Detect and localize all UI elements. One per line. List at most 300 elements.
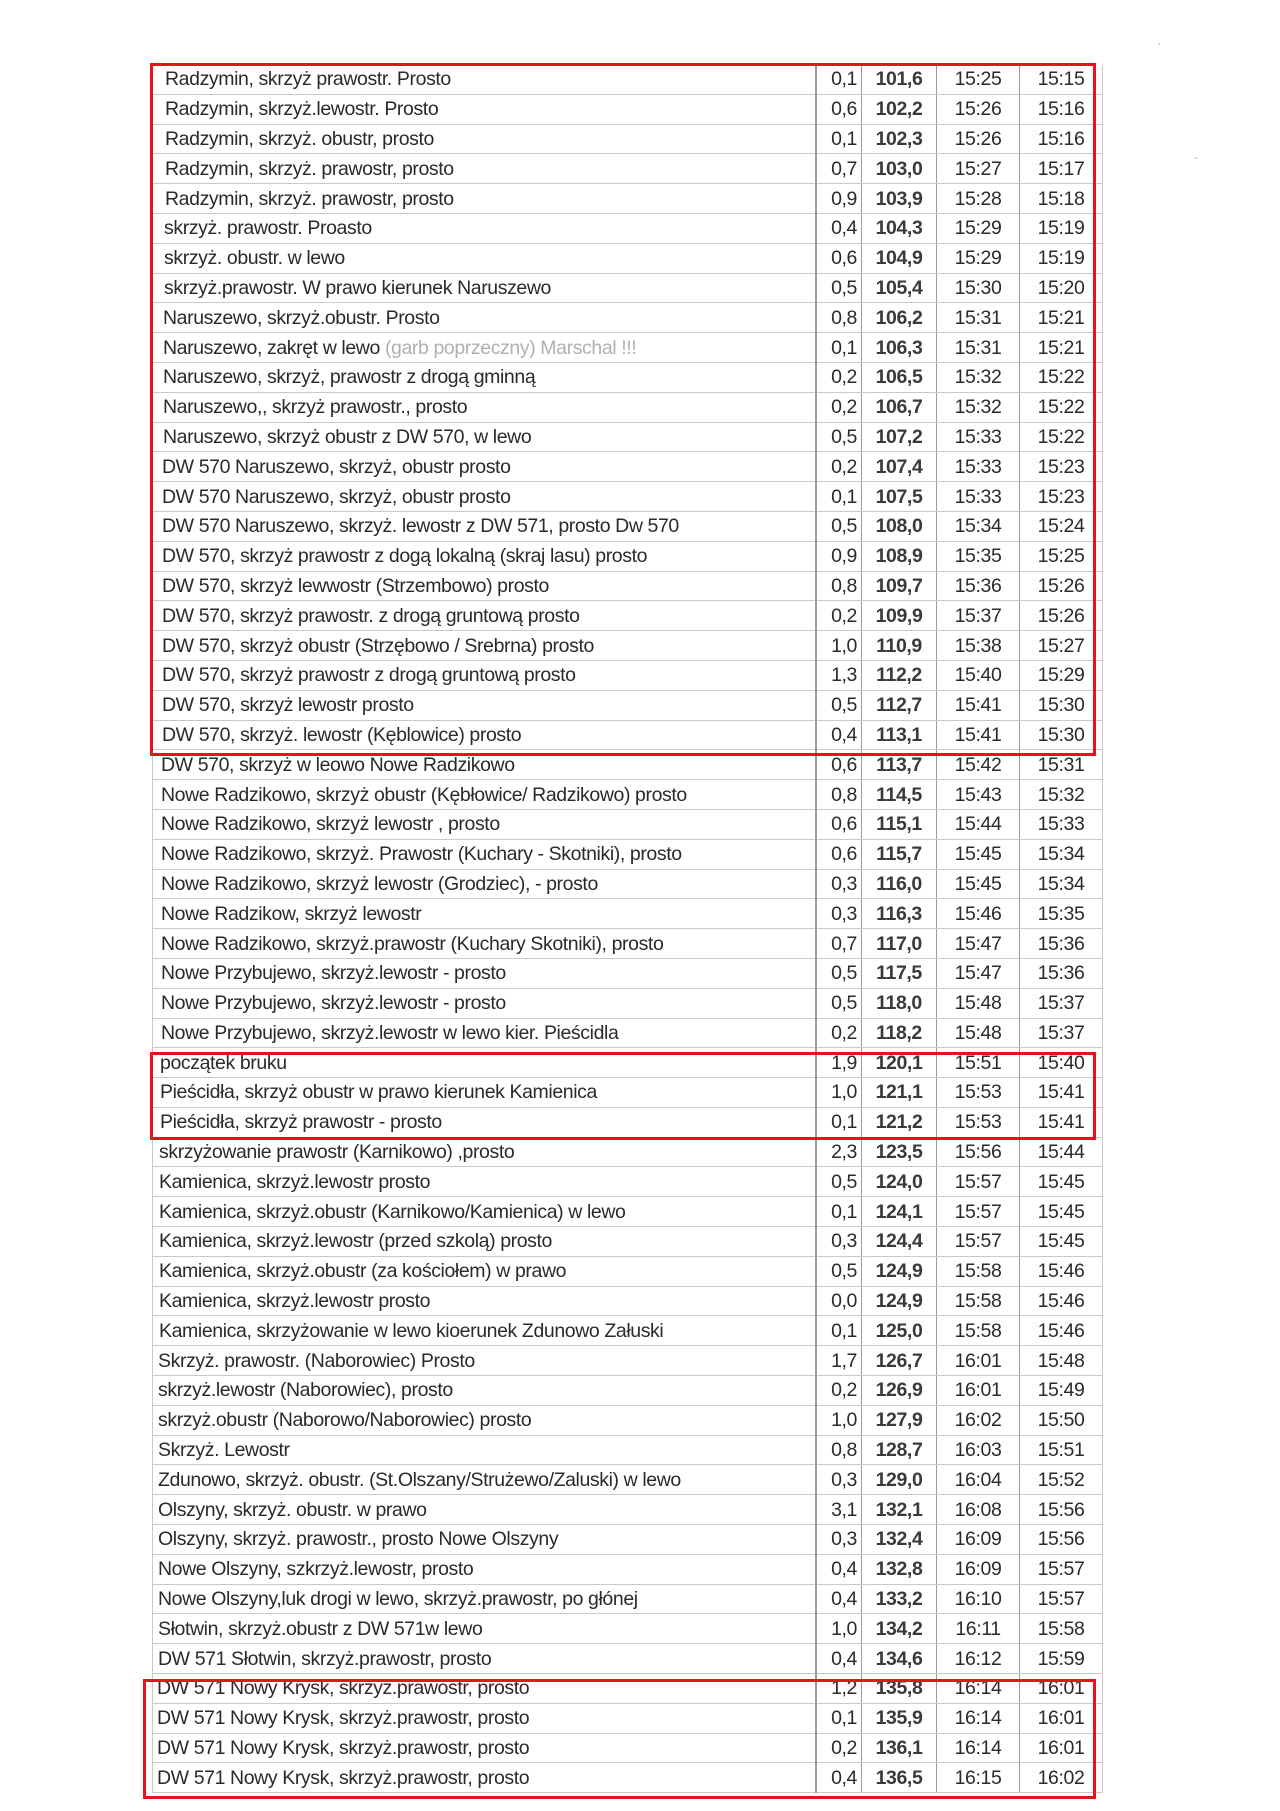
segment-distance: 0,3 <box>816 1525 862 1555</box>
segment-distance: 0,6 <box>816 839 862 869</box>
description-text: Skrzyż. Lewostr <box>158 1439 290 1462</box>
description-text: Nowe Olszyny, szkrzyż.lewostr, prosto <box>158 1558 474 1581</box>
time-2: 15:45 <box>1020 1167 1103 1197</box>
description-text: Kamienica, skrzyż.obustr (Karnikowo/Kamienica) w lewo <box>159 1200 626 1223</box>
description-text: skrzyż. obustr. w lewo <box>164 247 345 270</box>
route-description <box>153 1703 817 1733</box>
segment-distance: 0,8 <box>816 303 862 333</box>
total-distance: 124,4 <box>862 1227 937 1257</box>
description-text: DW 570, skrzyż prawostr z dogą lokalną (skraj lasu) prosto <box>162 545 648 568</box>
route-description <box>153 303 817 333</box>
table-row <box>153 1614 1103 1644</box>
time-2: 15:25 <box>1020 541 1103 571</box>
route-description <box>153 1376 817 1406</box>
total-distance: 104,9 <box>862 243 937 273</box>
table-row <box>153 1495 1103 1525</box>
description-text: Nowe Radzikowo, skrzyż lewostr (Grodziec), - prosto <box>161 872 598 895</box>
table-row <box>153 1465 1103 1495</box>
description-text: Nowe Przybujewo, skrzyż.lewostr w lewo kier. Pieścidla <box>161 1021 619 1044</box>
segment-distance: 0,3 <box>816 1465 862 1495</box>
total-distance: 121,1 <box>862 1078 937 1108</box>
total-distance: 115,1 <box>862 809 937 839</box>
description-text: Radzymin, skrzyż. prawostr, prosto <box>165 187 454 210</box>
time-1: 15:45 <box>937 869 1020 899</box>
total-distance: 135,9 <box>862 1703 937 1733</box>
time-2: 15:46 <box>1020 1256 1103 1286</box>
total-distance: 136,5 <box>862 1763 937 1793</box>
time-1: 15:25 <box>937 65 1020 94</box>
time-1: 15:26 <box>937 94 1020 124</box>
time-2: 15:31 <box>1020 750 1103 780</box>
table-row <box>153 720 1103 750</box>
total-distance: 104,3 <box>862 213 937 243</box>
table-row <box>153 422 1103 452</box>
description-text: skrzyż.prawostr. W prawo kierunek Naruszewo <box>164 276 552 299</box>
description-text: Kamienica, skrzyż.lewostr (przed szkolą) prosto <box>159 1230 552 1253</box>
segment-distance: 0,1 <box>816 1107 862 1137</box>
table-row <box>153 392 1103 422</box>
time-2: 15:56 <box>1020 1495 1103 1525</box>
total-distance: 109,9 <box>862 601 937 631</box>
route-description <box>153 1078 817 1108</box>
table-row <box>153 1227 1103 1257</box>
table-row <box>153 1018 1103 1048</box>
time-1: 15:40 <box>937 660 1020 690</box>
total-distance: 125,0 <box>862 1316 937 1346</box>
description-text: Naruszewo, skrzyż obustr z DW 570, w lewo <box>163 425 532 448</box>
table-row <box>153 273 1103 303</box>
table-row <box>153 1584 1103 1614</box>
segment-distance: 1,0 <box>816 631 862 661</box>
total-distance: 126,9 <box>862 1376 937 1406</box>
route-description <box>153 333 817 363</box>
total-distance: 110,9 <box>862 631 937 661</box>
segment-distance: 0,2 <box>816 1376 862 1406</box>
time-2: 15:32 <box>1020 780 1103 810</box>
total-distance: 123,5 <box>862 1137 937 1167</box>
route-description <box>153 631 817 661</box>
time-1: 16:08 <box>937 1495 1020 1525</box>
table-row <box>153 1763 1103 1793</box>
route-description <box>153 154 817 184</box>
table-row <box>153 809 1103 839</box>
route-description <box>153 1316 817 1346</box>
time-1: 15:57 <box>937 1227 1020 1257</box>
route-description <box>153 958 817 988</box>
segment-distance: 0,6 <box>816 243 862 273</box>
description-text: DW 571 Nowy Krysk, skrzyż.prawostr, prosto <box>157 1677 530 1700</box>
time-2: 15:22 <box>1020 422 1103 452</box>
time-1: 15:27 <box>937 154 1020 184</box>
time-2: 15:15 <box>1020 65 1103 94</box>
time-2: 15:23 <box>1020 452 1103 482</box>
route-description <box>153 1644 817 1674</box>
table-row <box>153 1048 1103 1078</box>
time-2: 15:16 <box>1020 94 1103 124</box>
total-distance: 124,9 <box>862 1286 937 1316</box>
route-description <box>153 1137 817 1167</box>
time-2: 15:23 <box>1020 482 1103 512</box>
table-row <box>153 690 1103 720</box>
time-2: 16:01 <box>1020 1703 1103 1733</box>
time-2: 15:22 <box>1020 362 1103 392</box>
time-1: 16:03 <box>937 1435 1020 1465</box>
segment-distance: 0,3 <box>816 899 862 929</box>
description-text: Słotwin, skrzyż.obustr z DW 571w lewo <box>158 1617 483 1640</box>
time-2: 15:30 <box>1020 690 1103 720</box>
route-table-body <box>153 65 1103 1793</box>
scan-mark: ' <box>1158 40 1161 54</box>
description-text: Nowe Radzikowo, skrzyż lewostr , prosto <box>161 813 500 836</box>
time-2: 15:59 <box>1020 1644 1103 1674</box>
segment-distance: 0,2 <box>816 601 862 631</box>
time-1: 15:32 <box>937 392 1020 422</box>
time-1: 15:35 <box>937 541 1020 571</box>
time-1: 15:34 <box>937 511 1020 541</box>
time-2: 15:20 <box>1020 273 1103 303</box>
time-1: 15:43 <box>937 780 1020 810</box>
time-1: 15:57 <box>937 1167 1020 1197</box>
segment-distance: 0,5 <box>816 690 862 720</box>
time-2: 15:24 <box>1020 511 1103 541</box>
time-2: 15:58 <box>1020 1614 1103 1644</box>
time-1: 15:56 <box>937 1137 1020 1167</box>
table-row <box>153 869 1103 899</box>
segment-distance: 0,8 <box>816 571 862 601</box>
segment-distance: 0,5 <box>816 1167 862 1197</box>
table-row <box>153 1525 1103 1555</box>
total-distance: 129,0 <box>862 1465 937 1495</box>
time-1: 15:29 <box>937 213 1020 243</box>
segment-distance: 0,1 <box>816 65 862 94</box>
segment-distance: 0,7 <box>816 929 862 959</box>
segment-distance: 0,4 <box>816 1644 862 1674</box>
time-2: 15:19 <box>1020 243 1103 273</box>
route-description <box>153 1227 817 1257</box>
table-row <box>153 929 1103 959</box>
total-distance: 124,0 <box>862 1167 937 1197</box>
time-1: 15:33 <box>937 482 1020 512</box>
table-row <box>153 1674 1103 1704</box>
description-note: (garb poprzeczny) Marschal !!! <box>384 336 637 359</box>
table-row <box>153 839 1103 869</box>
description-text: Kamienica, skrzyż.lewostr prosto <box>159 1170 431 1193</box>
description-text: Radzymin, skrzyż. prawostr, prosto <box>165 157 454 180</box>
table-row <box>153 333 1103 363</box>
time-2: 15:21 <box>1020 303 1103 333</box>
total-distance: 107,2 <box>862 422 937 452</box>
table-row <box>153 184 1103 214</box>
description-text: Kamienica, skrzyż.obustr (za kościołem) w prawo <box>159 1260 567 1283</box>
table-row <box>153 213 1103 243</box>
segment-distance: 0,7 <box>816 154 862 184</box>
description-text: Radzymin, skrzyż.lewostr. Prosto <box>165 98 439 121</box>
description-text: Skrzyż. prawostr. (Naborowiec) Prosto <box>158 1349 475 1372</box>
segment-distance: 0,4 <box>816 720 862 750</box>
description-text: Nowe Radzikowo, skrzyż.prawostr (Kuchary Skotniki), prosto <box>161 932 664 955</box>
table-row <box>153 1703 1103 1733</box>
total-distance: 113,7 <box>862 750 937 780</box>
table-row <box>153 1167 1103 1197</box>
description-text: DW 570 Naruszewo, skrzyż, obustr prosto <box>162 455 511 478</box>
time-1: 15:41 <box>937 690 1020 720</box>
description-text: Olszyny, skrzyż. prawostr., prosto Nowe Olszyny <box>158 1528 559 1551</box>
table-row <box>153 94 1103 124</box>
total-distance: 116,3 <box>862 899 937 929</box>
time-1: 15:31 <box>937 333 1020 363</box>
time-1: 15:29 <box>937 243 1020 273</box>
table-row <box>153 124 1103 154</box>
time-1: 15:26 <box>937 124 1020 154</box>
time-2: 15:36 <box>1020 958 1103 988</box>
segment-distance: 1,2 <box>816 1674 862 1704</box>
route-description <box>153 482 817 512</box>
table-row <box>153 1644 1103 1674</box>
time-2: 15:50 <box>1020 1405 1103 1435</box>
time-2: 15:48 <box>1020 1346 1103 1376</box>
table-row <box>153 452 1103 482</box>
route-description <box>153 780 817 810</box>
time-1: 15:44 <box>937 809 1020 839</box>
description-text: Radzymin, skrzyż prawostr. Prosto <box>165 68 451 91</box>
description-text: DW 570 Naruszewo, skrzyż, obustr prosto <box>162 485 511 508</box>
table-row <box>153 511 1103 541</box>
description-text: Nowe Przybujewo, skrzyż.lewostr - prosto <box>161 962 506 985</box>
table-row <box>153 1733 1103 1763</box>
time-1: 15:58 <box>937 1256 1020 1286</box>
time-1: 16:14 <box>937 1733 1020 1763</box>
total-distance: 102,3 <box>862 124 937 154</box>
total-distance: 118,2 <box>862 1018 937 1048</box>
time-2: 15:18 <box>1020 184 1103 214</box>
description-text: Naruszewo, zakręt w lewo <box>163 336 380 359</box>
description-text: Pieścidła, skrzyż obustr w prawo kierunek Kamienica <box>160 1081 597 1104</box>
segment-distance: 0,3 <box>816 1227 862 1257</box>
total-distance: 124,1 <box>862 1197 937 1227</box>
time-2: 15:41 <box>1020 1107 1103 1137</box>
total-distance: 114,5 <box>862 780 937 810</box>
table-row <box>153 65 1103 94</box>
time-1: 16:01 <box>937 1346 1020 1376</box>
time-1: 15:38 <box>937 631 1020 661</box>
route-description <box>153 869 817 899</box>
segment-distance: 1,3 <box>816 660 862 690</box>
total-distance: 133,2 <box>862 1584 937 1614</box>
time-2: 15:37 <box>1020 1018 1103 1048</box>
table-row <box>153 1256 1103 1286</box>
segment-distance: 0,9 <box>816 184 862 214</box>
total-distance: 117,5 <box>862 958 937 988</box>
route-description <box>153 1256 817 1286</box>
time-1: 16:14 <box>937 1674 1020 1704</box>
description-text: Pieścidła, skrzyż prawostr - prosto <box>160 1111 442 1134</box>
total-distance: 101,6 <box>862 65 937 94</box>
description-text: Nowe Radzikowo, skrzyż. Prawostr (Kuchary - Skotniki), prosto <box>161 843 682 866</box>
segment-distance: 0,2 <box>816 1733 862 1763</box>
description-text: Naruszewo,, skrzyż prawostr., prosto <box>163 396 468 419</box>
description-text: Nowe Radzikowo, skrzyż obustr (Kębłowice/ Radzikowo) prosto <box>161 783 687 806</box>
time-1: 16:01 <box>937 1376 1020 1406</box>
segment-distance: 0,4 <box>816 1554 862 1584</box>
description-text: Naruszewo, skrzyż.obustr. Prosto <box>163 306 440 329</box>
route-description <box>153 65 817 94</box>
total-distance: 108,9 <box>862 541 937 571</box>
time-2: 15:16 <box>1020 124 1103 154</box>
segment-distance: 0,9 <box>816 541 862 571</box>
total-distance: 106,2 <box>862 303 937 333</box>
segment-distance: 0,5 <box>816 273 862 303</box>
time-2: 15:26 <box>1020 601 1103 631</box>
time-1: 15:57 <box>937 1197 1020 1227</box>
route-description <box>153 1107 817 1137</box>
total-distance: 136,1 <box>862 1733 937 1763</box>
time-1: 15:47 <box>937 958 1020 988</box>
description-text: DW 570, skrzyż prawostr. z drogą gruntową prosto <box>162 604 580 627</box>
time-1: 15:58 <box>937 1316 1020 1346</box>
total-distance: 132,1 <box>862 1495 937 1525</box>
table-row <box>153 601 1103 631</box>
time-1: 15:58 <box>937 1286 1020 1316</box>
time-1: 15:53 <box>937 1078 1020 1108</box>
total-distance: 132,8 <box>862 1554 937 1584</box>
time-1: 15:31 <box>937 303 1020 333</box>
table-row <box>153 899 1103 929</box>
segment-distance: 0,5 <box>816 988 862 1018</box>
table-row <box>153 1554 1103 1584</box>
segment-distance: 0,2 <box>816 1018 862 1048</box>
time-1: 15:45 <box>937 839 1020 869</box>
total-distance: 120,1 <box>862 1048 937 1078</box>
route-description <box>153 720 817 750</box>
table-row <box>153 482 1103 512</box>
route-description <box>153 601 817 631</box>
segment-distance: 0,6 <box>816 94 862 124</box>
route-description <box>153 690 817 720</box>
table-row <box>153 1078 1103 1108</box>
total-distance: 106,5 <box>862 362 937 392</box>
time-2: 15:40 <box>1020 1048 1103 1078</box>
time-2: 15:26 <box>1020 571 1103 601</box>
time-2: 15:35 <box>1020 899 1103 929</box>
total-distance: 116,0 <box>862 869 937 899</box>
description-text: Nowe Przybujewo, skrzyż.lewostr - prosto <box>161 992 506 1015</box>
time-2: 15:29 <box>1020 660 1103 690</box>
table-row <box>153 154 1103 184</box>
route-description <box>153 184 817 214</box>
total-distance: 117,0 <box>862 929 937 959</box>
description-text: Nowe Radzikow, skrzyż lewostr <box>161 902 422 925</box>
segment-distance: 0,1 <box>816 333 862 363</box>
table-row <box>153 362 1103 392</box>
time-1: 15:33 <box>937 422 1020 452</box>
route-description <box>153 1465 817 1495</box>
time-1: 15:53 <box>937 1107 1020 1137</box>
time-2: 15:46 <box>1020 1286 1103 1316</box>
time-2: 15:45 <box>1020 1197 1103 1227</box>
time-1: 16:10 <box>937 1584 1020 1614</box>
total-distance: 106,3 <box>862 333 937 363</box>
segment-distance: 1,0 <box>816 1405 862 1435</box>
total-distance: 124,9 <box>862 1256 937 1286</box>
segment-distance: 0,1 <box>816 1703 862 1733</box>
description-text: DW 570, skrzyż obustr (Strzębowo / Srebrna) prosto <box>162 634 594 657</box>
table-row <box>153 1316 1103 1346</box>
table-row <box>153 1376 1103 1406</box>
total-distance: 132,4 <box>862 1525 937 1555</box>
route-description <box>153 392 817 422</box>
total-distance: 105,4 <box>862 273 937 303</box>
time-2: 15:19 <box>1020 213 1103 243</box>
time-1: 15:28 <box>937 184 1020 214</box>
time-1: 15:48 <box>937 1018 1020 1048</box>
time-1: 15:51 <box>937 1048 1020 1078</box>
segment-distance: 0,8 <box>816 780 862 810</box>
time-1: 16:14 <box>937 1703 1020 1733</box>
time-1: 15:37 <box>937 601 1020 631</box>
segment-distance: 1,0 <box>816 1614 862 1644</box>
route-description <box>153 1167 817 1197</box>
time-2: 15:56 <box>1020 1525 1103 1555</box>
route-description <box>153 1048 817 1078</box>
segment-distance: 0,6 <box>816 750 862 780</box>
time-1: 15:41 <box>937 720 1020 750</box>
time-1: 16:09 <box>937 1525 1020 1555</box>
route-description <box>153 213 817 243</box>
table-row <box>153 541 1103 571</box>
time-2: 15:27 <box>1020 631 1103 661</box>
route-description <box>153 1405 817 1435</box>
route-description <box>153 1525 817 1555</box>
description-text: skrzyż.lewostr (Naborowiec), prosto <box>158 1379 453 1402</box>
description-text: DW 570, skrzyż w leowo Nowe Radzikowo <box>161 753 515 776</box>
table-row <box>153 1197 1103 1227</box>
route-description <box>153 511 817 541</box>
segment-distance: 0,2 <box>816 362 862 392</box>
time-1: 15:42 <box>937 750 1020 780</box>
route-description <box>153 1674 817 1704</box>
time-2: 15:34 <box>1020 869 1103 899</box>
description-text: Olszyny, skrzyż. obustr. w prawo <box>158 1498 427 1521</box>
time-2: 15:45 <box>1020 1227 1103 1257</box>
description-text: DW 570, skrzyż lewostr prosto <box>162 694 414 717</box>
table-row <box>153 631 1103 661</box>
total-distance: 113,1 <box>862 720 937 750</box>
description-text: początek bruku <box>160 1051 287 1074</box>
description-text: DW 571 Nowy Krysk, skrzyż.prawostr, prosto <box>157 1707 530 1730</box>
total-distance: 112,2 <box>862 660 937 690</box>
total-distance: 134,6 <box>862 1644 937 1674</box>
time-2: 15:36 <box>1020 929 1103 959</box>
description-text: DW 570, skrzyż. lewostr (Kęblowice) prosto <box>162 723 522 746</box>
total-distance: 127,9 <box>862 1405 937 1435</box>
time-2: 15:21 <box>1020 333 1103 363</box>
description-text: skrzyż.obustr (Naborowo/Naborowiec) prosto <box>158 1409 532 1432</box>
segment-distance: 0,3 <box>816 869 862 899</box>
time-2: 15:57 <box>1020 1554 1103 1584</box>
segment-distance: 0,2 <box>816 452 862 482</box>
route-description <box>153 750 817 780</box>
total-distance: 134,2 <box>862 1614 937 1644</box>
time-2: 15:41 <box>1020 1078 1103 1108</box>
time-2: 15:49 <box>1020 1376 1103 1406</box>
route-description <box>153 1346 817 1376</box>
table-row <box>153 1137 1103 1167</box>
table-row <box>153 780 1103 810</box>
description-text: Nowe Olszyny,luk drogi w lewo, skrzyż.prawostr, po głónej <box>158 1588 638 1611</box>
route-description <box>153 124 817 154</box>
segment-distance: 0,5 <box>816 511 862 541</box>
description-text: skrzyżowanie prawostr (Karnikowo) ,prosto <box>159 1141 515 1164</box>
